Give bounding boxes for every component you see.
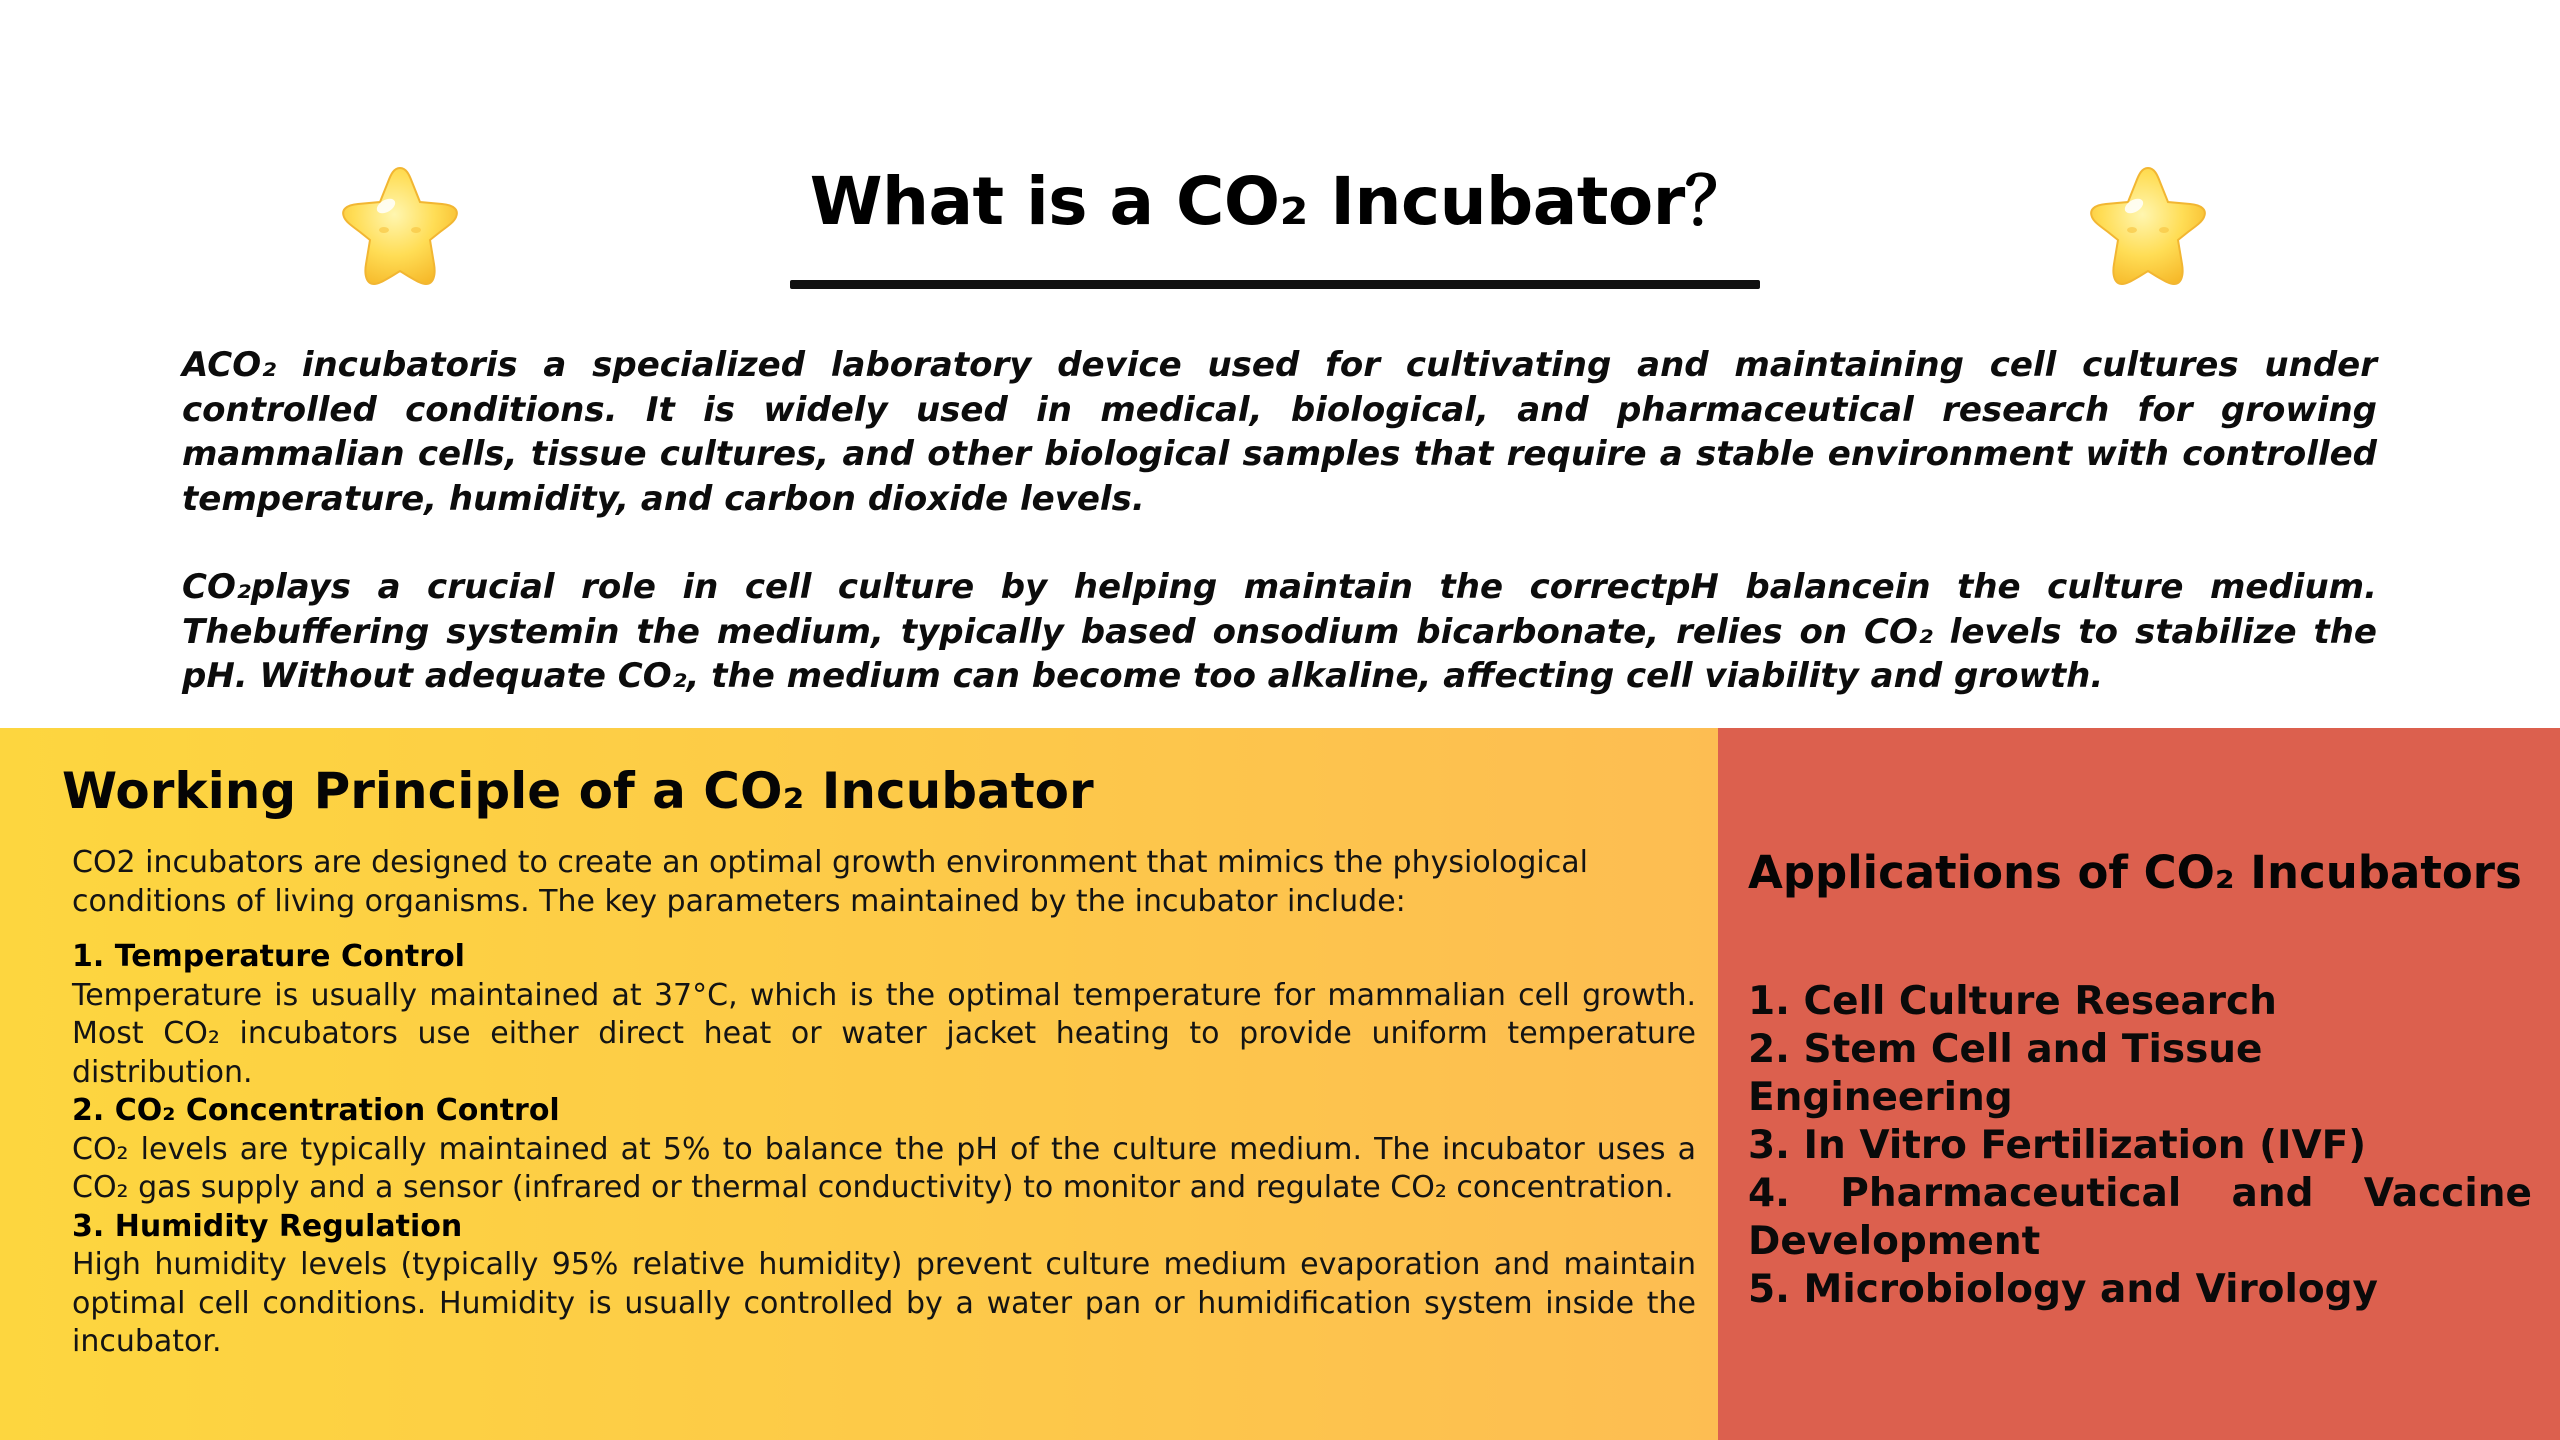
list-item: 3. In Vitro Fertilization (IVF) [1748, 1123, 2367, 1168]
intro-paragraph: ACO₂ incubatoris a specialized laboratory device used for cultivating and maintaining cell cultures under controlled conditions. It is widely used in medical, biological, and pharmaceutical research for growing mammalian cells, tissue cultures, and other biological samples that require a stable environment with controlled temperature, humidity, and carbon dioxide levels. [182, 345, 2377, 519]
section-title: 3. Humidity Regulation [72, 1208, 463, 1244]
intro-paragraph: CO₂plays a crucial role in cell culture by helping maintain the correctpH balancein the culture medium. Thebuffering systemin the medium, typically based onsodium bicarbonate, relies on CO₂ levels to stabilize the pH. Without adequate CO₂, the medium can become too alkaline, affecting cell viability and growth. [182, 567, 2377, 696]
intro-text [182, 343, 2377, 699]
section-body: CO₂ levels are typically maintained at 5% to balance the pH of the culture medium. The incubator uses a CO₂ gas supply and a sensor (infrared or thermal conductivity) to monitor and regulate CO₂ concentration. [72, 1131, 1696, 1205]
list-item: 2. Stem Cell and Tissue Engineering [1748, 1027, 2263, 1120]
working-principle-body [72, 844, 1696, 1362]
working-intro: CO2 incubators are designed to create an optimal growth environment that mimics the physiological conditions of living organisms. The key parameters maintained by the incubator include: [72, 845, 1588, 919]
section-title: 2. CO₂ Concentration Control [72, 1093, 560, 1128]
star-icon [2078, 160, 2218, 295]
list-item: 1. Cell Culture Research [1748, 979, 2277, 1024]
list-item: 5. Microbiology and Virology [1748, 1267, 2378, 1312]
applications-list [1748, 978, 2532, 1314]
working-principle-title: Working Principle of a CO₂ Incubator [62, 762, 1094, 820]
title-underline [790, 280, 1760, 289]
section-title: 1. Temperature Control [72, 939, 465, 974]
section-body: High humidity levels (typically 95% relative humidity) prevent culture medium evaporation and maintain optimal cell conditions. Humidity is usually controlled by a water pan or humidification system inside the incubator. [72, 1247, 1696, 1359]
star-icon [330, 160, 470, 295]
page-title: What is a CO₂ Incubator？ [809, 163, 1751, 240]
applications-title: Applications of CO₂ Incubators [1748, 846, 2522, 899]
list-item: 4. Pharmaceutical and Vaccine Development [1748, 1171, 2532, 1264]
section-body: Temperature is usually maintained at 37°C, which is the optimal temperature for mammalian cell growth. Most CO₂ incubators use either direct heat or water jacket heating to provide uniform temperature distribution. [72, 977, 1696, 1090]
